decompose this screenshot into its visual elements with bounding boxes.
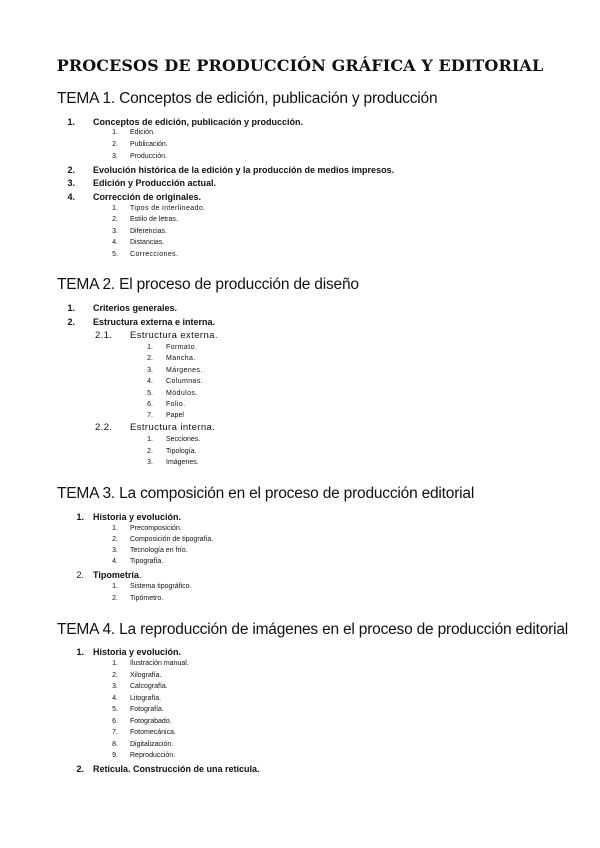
tema-3-item-2-label: Tipometría <box>93 570 139 580</box>
document-page: PROCESOS DE PRODUCCIÓN GRÁFICA Y EDITORIAL TEMA 1. Conceptos de edición, publicación y producción 1. Conceptos de edición, publicación y producción. 1. Edición. 2. Publicación. 3. Producción. 2. Evolución histórica de la edición y la producción de medios impresos. 3. Edición y Producción actual. 4. Corrección de originales. 1. Tipos de interlineado. 2. Estilo de letras. 3. Diferencias. 4. Distancias. 5. Correcciones. TEMA 2. El proceso de producción de diseño 1. Criterios generales. 2. Estructura externa e interna. 2.1. Estructura externa. 1. Formato. 2. Mancha. 3. Márgenes. 4. Columnas. 5. Módulos. 6. Folio. 7. Papel 2.2. Estructura interna. 1. Secciones. 2. Tipología. 3. Imágenes. TEMA 3. La composición en el proceso de producción editorial 1. Historia y evolución. 1. Precomposición. 2. Composición de tipografía. 3. Tecnología en frío. 4. Tipografía. 2. Tipometría. 1. Sistema tipográfico. 2. Tipómetro. TEMA 4. La reproducción de imágenes en el proceso de producción editorial 1. Historia y evolución. 1. Ilustración manual. 2. Xilografía. 3. Calcografía. 4. Litografía. 5. Fotografía. 6. Fotograbado. 7. Fotomecánica. 8. Digitalización. 9. Reproducción. 2. Retícula. Construcción de una retícula. <box>0 0 600 848</box>
tema-2-heading: TEMA 2. El proceso de producción de diseño <box>57 276 359 293</box>
tema-4-heading: TEMA 4. La reproducción de imágenes en el proceso de producción editorial <box>57 621 568 638</box>
tema-3-heading: TEMA 3. La composición en el proceso de producción editorial <box>57 485 475 502</box>
tema-1-heading: TEMA 1. Conceptos de edición, publicación y producción <box>57 90 438 107</box>
tema-3-item-2-suffix: . <box>138 570 142 580</box>
document-title: PROCESOS DE PRODUCCIÓN GRÁFICA Y EDITORIAL <box>56 56 544 75</box>
